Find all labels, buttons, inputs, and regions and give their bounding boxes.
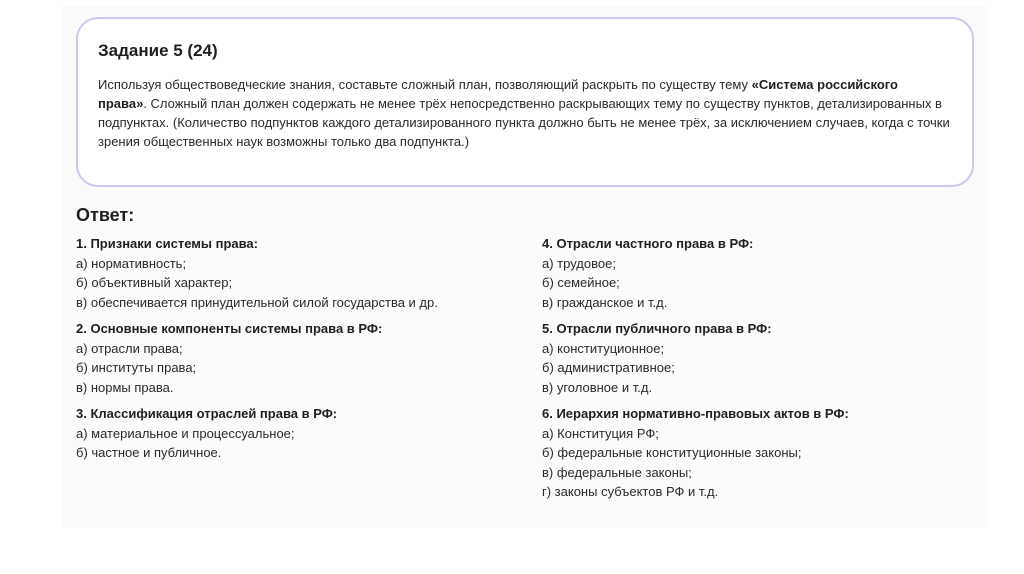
plan-section-5 — [542, 319, 922, 397]
section-heading: 5. Отрасли публичного права в РФ: — [542, 321, 772, 336]
section-item: а) конституционное; — [542, 340, 665, 356]
section-heading: 3. Классификация отраслей права в РФ: — [76, 406, 338, 421]
section-heading: 4. Отрасли частного права в РФ: — [542, 236, 754, 251]
section-item: б) институты права; — [76, 360, 197, 375]
answer-title: Ответ: — [76, 205, 135, 225]
answer-column-right — [542, 234, 922, 509]
task-title: Задание 5 (24) — [98, 41, 218, 60]
plan-section-3 — [76, 404, 476, 463]
section-item: б) частное и публичное. — [76, 445, 222, 460]
section-item: а) Конституция РФ; — [542, 425, 659, 441]
task-card — [76, 17, 974, 187]
task-topic: «Система российского права» — [98, 77, 898, 111]
section-item: г) законы субъектов РФ и т.д. — [542, 484, 719, 499]
plan-section-4 — [542, 234, 922, 312]
task-text-part2: . Сложный план должен содержать не менее трёх непосредственно раскрывающих тему по существу пунктов, детализированных в подпунктах. (Количество подпунктов каждого детализированного пункта должно быть не менее трёх, за исключением случаев, когда с точки зрения общественных наук возможны только два подпункта.) — [98, 96, 950, 149]
section-item: б) федеральные конституционные законы; — [542, 445, 802, 460]
section-item: б) семейное; — [542, 275, 620, 290]
section-item: а) отрасли права; — [76, 340, 183, 356]
section-item: в) нормы права. — [76, 379, 174, 395]
plan-section-2 — [76, 319, 476, 397]
task-text-part1: Используя обществоведческие знания, составьте сложный план, позволяющий раскрыть по существу тему — [98, 77, 752, 92]
section-heading: 6. Иерархия нормативно-правовых актов в РФ: — [542, 406, 849, 421]
section-heading: 1. Признаки системы права: — [76, 236, 258, 251]
section-item: в) обеспечивается принудительной силой государства и др. — [76, 294, 438, 310]
section-item: в) гражданское и т.д. — [542, 294, 668, 310]
plan-section-1 — [76, 234, 476, 312]
section-item: а) нормативность; — [76, 255, 187, 271]
section-item: б) административное; — [542, 360, 675, 375]
section-heading: 2. Основные компоненты системы права в РФ: — [76, 321, 383, 336]
section-item: а) материальное и процессуальное; — [76, 425, 295, 441]
answer-column-left — [76, 234, 476, 470]
section-item: а) трудовое; — [542, 255, 616, 271]
section-item: в) уголовное и т.д. — [542, 379, 653, 395]
task-text — [98, 75, 950, 151]
section-item: б) объективный характер; — [76, 275, 233, 290]
section-item: в) федеральные законы; — [542, 464, 692, 480]
plan-section-6 — [542, 404, 922, 502]
